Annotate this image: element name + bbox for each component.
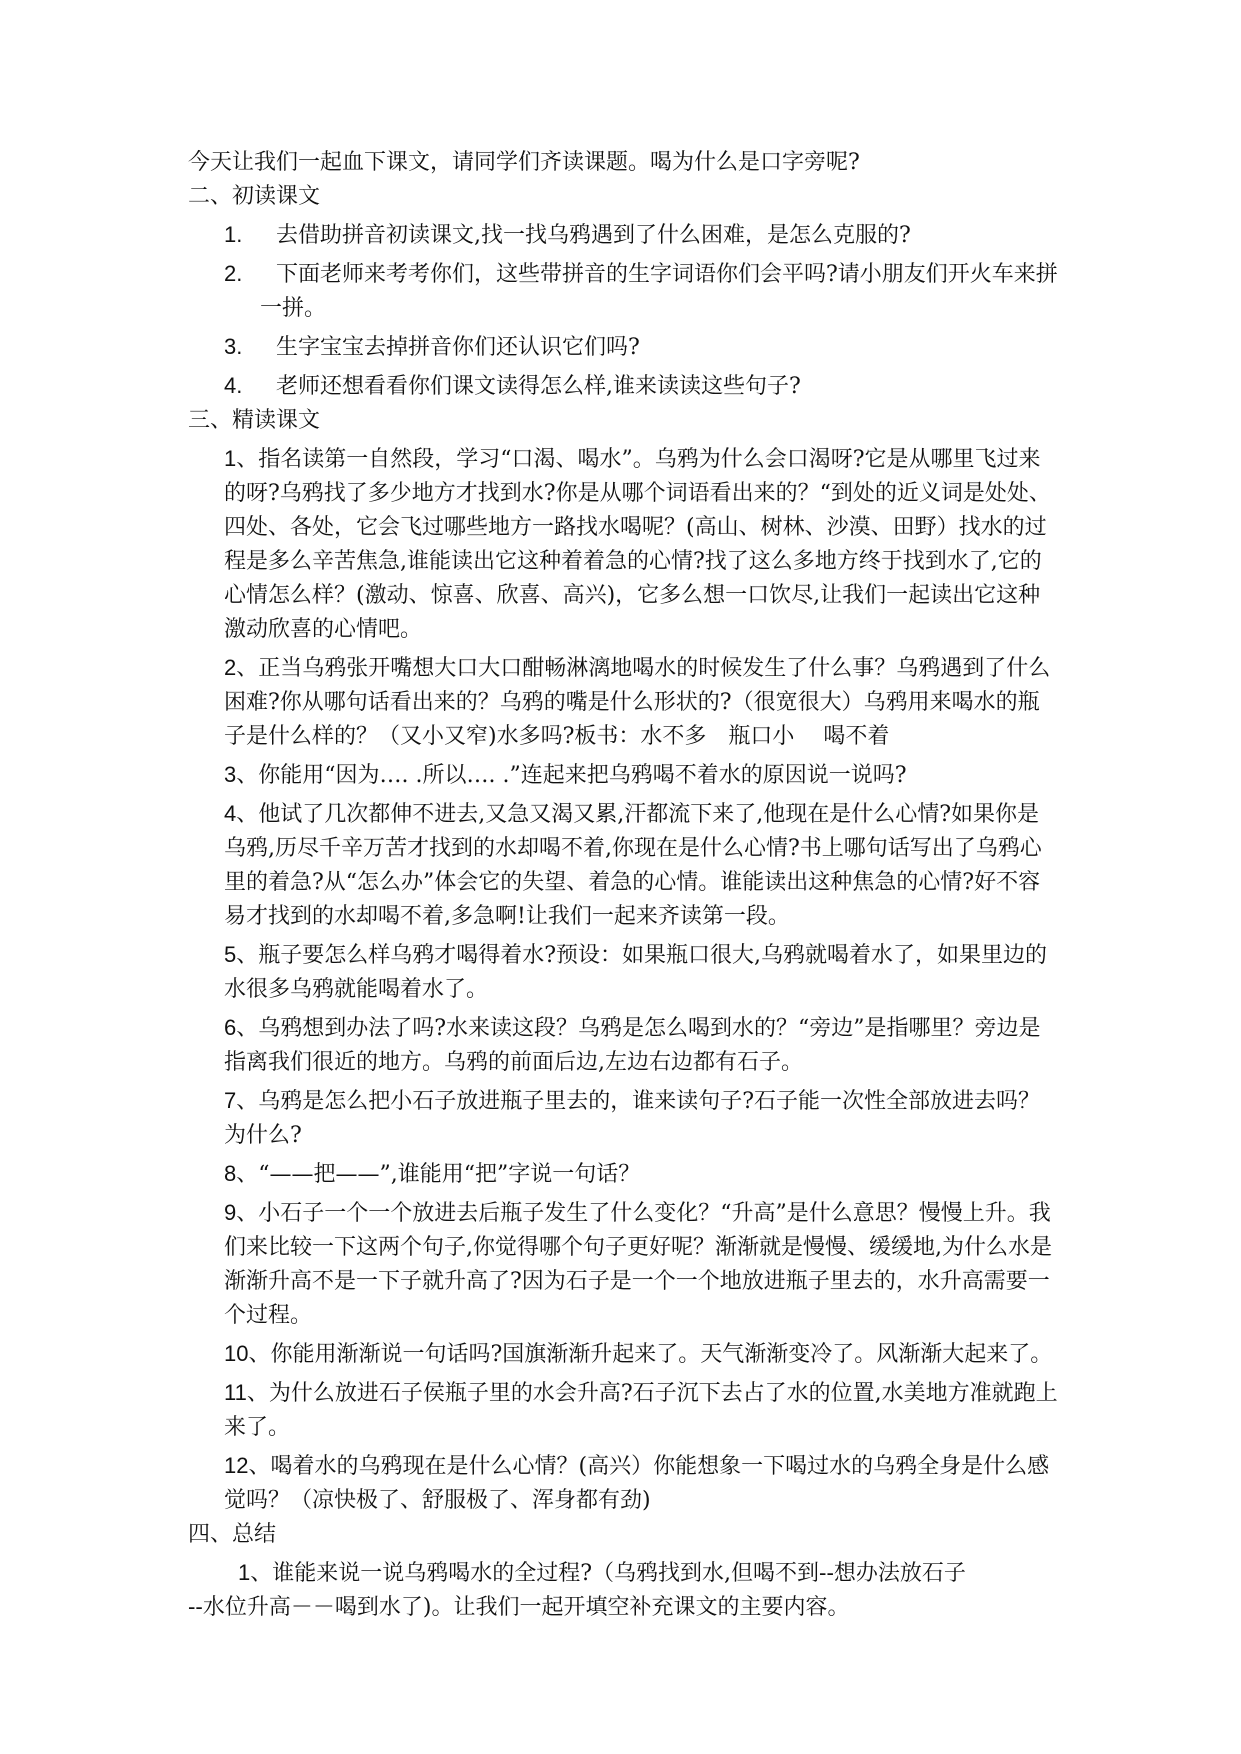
item-text: 、瓶子要怎么样乌鸦才喝得着水?预设：如果瓶口很大,乌鸦就喝着水了，如果里边的水很多乌鸦就能喝着水了。 <box>224 943 1048 1002</box>
paragraph-item <box>224 1337 1058 1372</box>
document-body <box>188 146 1058 1625</box>
item-number: 5 <box>224 942 237 967</box>
item-text: 老师还想看看你们课文读得怎么样,谁来读读这些句子? <box>276 374 801 399</box>
section-4-heading: 四、总结 <box>188 1522 277 1547</box>
item-text: 、正当乌鸦张开嘴想大口大口酣畅淋漓地喝水的时候发生了什么事？乌鸦遇到了什么困难?你从哪句话看出来的？乌鸦的嘴是什么形状的?（很宽很大）乌鸦用来喝水的瓶子是什么样的？（又小又窄)水多吗?板书：水不多 瓶口小 喝不着 <box>224 656 1051 749</box>
item-number: 4 <box>224 801 237 826</box>
item-number: 11 <box>224 1380 247 1405</box>
paragraph-item <box>224 1376 1058 1445</box>
section-2-heading: 二、初读课文 <box>188 184 321 209</box>
item-number: 6 <box>224 1015 237 1040</box>
item-number: 7 <box>224 1088 237 1113</box>
item-text: 、喝着水的乌鸦现在是什么心情？(高兴）你能想象一下喝过水的乌鸦全身是什么感觉吗？（凉快极了、舒服极了、浑身都有劲) <box>224 1454 1050 1513</box>
item-text: 、乌鸦是怎么把小石子放进瓶子里去的，谁来读句子?石子能一次性全部放进去吗？为什么? <box>224 1089 1041 1148</box>
paragraph-item <box>224 1084 1058 1153</box>
list-item <box>224 369 1058 404</box>
item-text: 、你能用渐渐说一句话吗?国旗渐渐升起来了。天气渐渐变冷了。风渐渐大起来了。 <box>248 1342 1053 1367</box>
item-number: 1. <box>224 222 243 247</box>
section-3-heading: 三、精读课文 <box>188 408 321 433</box>
paragraph-item <box>224 1449 1058 1518</box>
paragraph-item <box>224 442 1058 647</box>
list-item <box>224 330 1058 365</box>
item-number: 2 <box>224 655 237 680</box>
summary-line-1 <box>238 1556 1058 1591</box>
paragraph-item <box>224 1157 1058 1192</box>
item-text: 、指名读第一自然段，学习“口渴、喝水”。乌鸦为什么会口渴呀?它是从哪里飞过来的呀?乌鸦找了多少地方才找到水?你是从哪个词语看出来的？“到处的近义词是处处、四处、各处，它会飞过哪些地方一路找水喝呢？(高山、树林、沙漠、田野）找水的过程是多么辛苦焦急,谁能读出它这种着着急的心情?找了这么多地方终于找到水了,它的心情怎么样？(激动、惊喜、欣喜、高兴)，它多么想一口饮尽,让我们一起读出它这种激动欣喜的心情吧。 <box>224 447 1051 642</box>
item-text: 生字宝宝去掉拼音你们还认识它们吗? <box>276 335 640 360</box>
item-number: 3 <box>224 762 237 787</box>
item-number: 1 <box>238 1560 251 1585</box>
summary-line-2: --水位升高－－喝到水了)。让我们一起开填空补充课文的主要内容。 <box>188 1595 850 1620</box>
item-text: 、为什么放进石子侯瓶子里的水会升高?石子沉下去占了水的位置,水美地方准就跑上来了。 <box>224 1381 1058 1440</box>
paragraph-item <box>224 1196 1058 1333</box>
item-text: 、你能用“因为…. .所以…. .”连起来把乌鸦喝不着水的原因说一说吗? <box>236 763 907 788</box>
paragraph-item <box>224 938 1058 1007</box>
item-number: 8 <box>224 1161 237 1186</box>
paragraph-item <box>224 758 1058 793</box>
paragraph-item <box>224 651 1058 754</box>
summary-text-1: 、谁能来说一说乌鸦喝水的全过程?（乌鸦找到水,但喝不到--想办法放石子 <box>250 1561 966 1586</box>
item-number: 10 <box>224 1341 249 1366</box>
intro-text: 今天让我们一起血下课文，请同学们齐读课题。喝为什么是口字旁呢? <box>188 150 860 175</box>
item-number: 2. <box>224 261 243 286</box>
list-item <box>224 257 1058 326</box>
paragraph-item <box>224 1011 1058 1080</box>
item-text: 、乌鸦想到办法了吗?水来读这段？乌鸦是怎么喝到水的？“旁边”是指哪里？旁边是指离我们很近的地方。乌鸦的前面后边,左边右边都有石子。 <box>224 1016 1041 1075</box>
item-number: 4. <box>224 373 243 398</box>
item-text: 、“——把——”,谁能用“把”字说一句话？ <box>236 1162 641 1187</box>
item-text: 去借助拼音初读课文,找一找乌鸦遇到了什么困难，是怎么克服的? <box>276 223 911 248</box>
item-number: 12 <box>224 1453 249 1478</box>
item-text: 、他试了几次都伸不进去,又急又渴又累,汗都流下来了,他现在是什么心情?如果你是乌鸦,历尽千辛万苦才找到的水却喝不着,你现在是什么心情?书上哪句话写出了乌鸦心里的着急?从“怎么办”体会它的失望、着急的心情。谁能读出这种焦急的心情?好不容易才找到的水却喝不着,多急啊!让我们一起来齐读第一段。 <box>224 802 1042 929</box>
paragraph-item <box>224 797 1058 934</box>
item-text: 、小石子一个一个放进去后瓶子发生了什么变化？“升高”是什么意思？慢慢上升。我们来比较一下这两个句子,你觉得哪个句子更好呢？渐渐就是慢慢、缓缓地,为什么水是渐渐升高不是一下子就升高了?因为石子是一个一个地放进瓶子里去的，水升高需要一个过程。 <box>224 1201 1052 1328</box>
item-number: 9 <box>224 1200 237 1225</box>
list-item <box>224 218 1058 253</box>
item-text: 下面老师来考考你们，这些带拼音的生字词语你们会平吗?请小朋友们开火车来拼一拼。 <box>260 262 1058 321</box>
item-number: 1 <box>224 446 237 471</box>
item-number: 3. <box>224 334 243 359</box>
